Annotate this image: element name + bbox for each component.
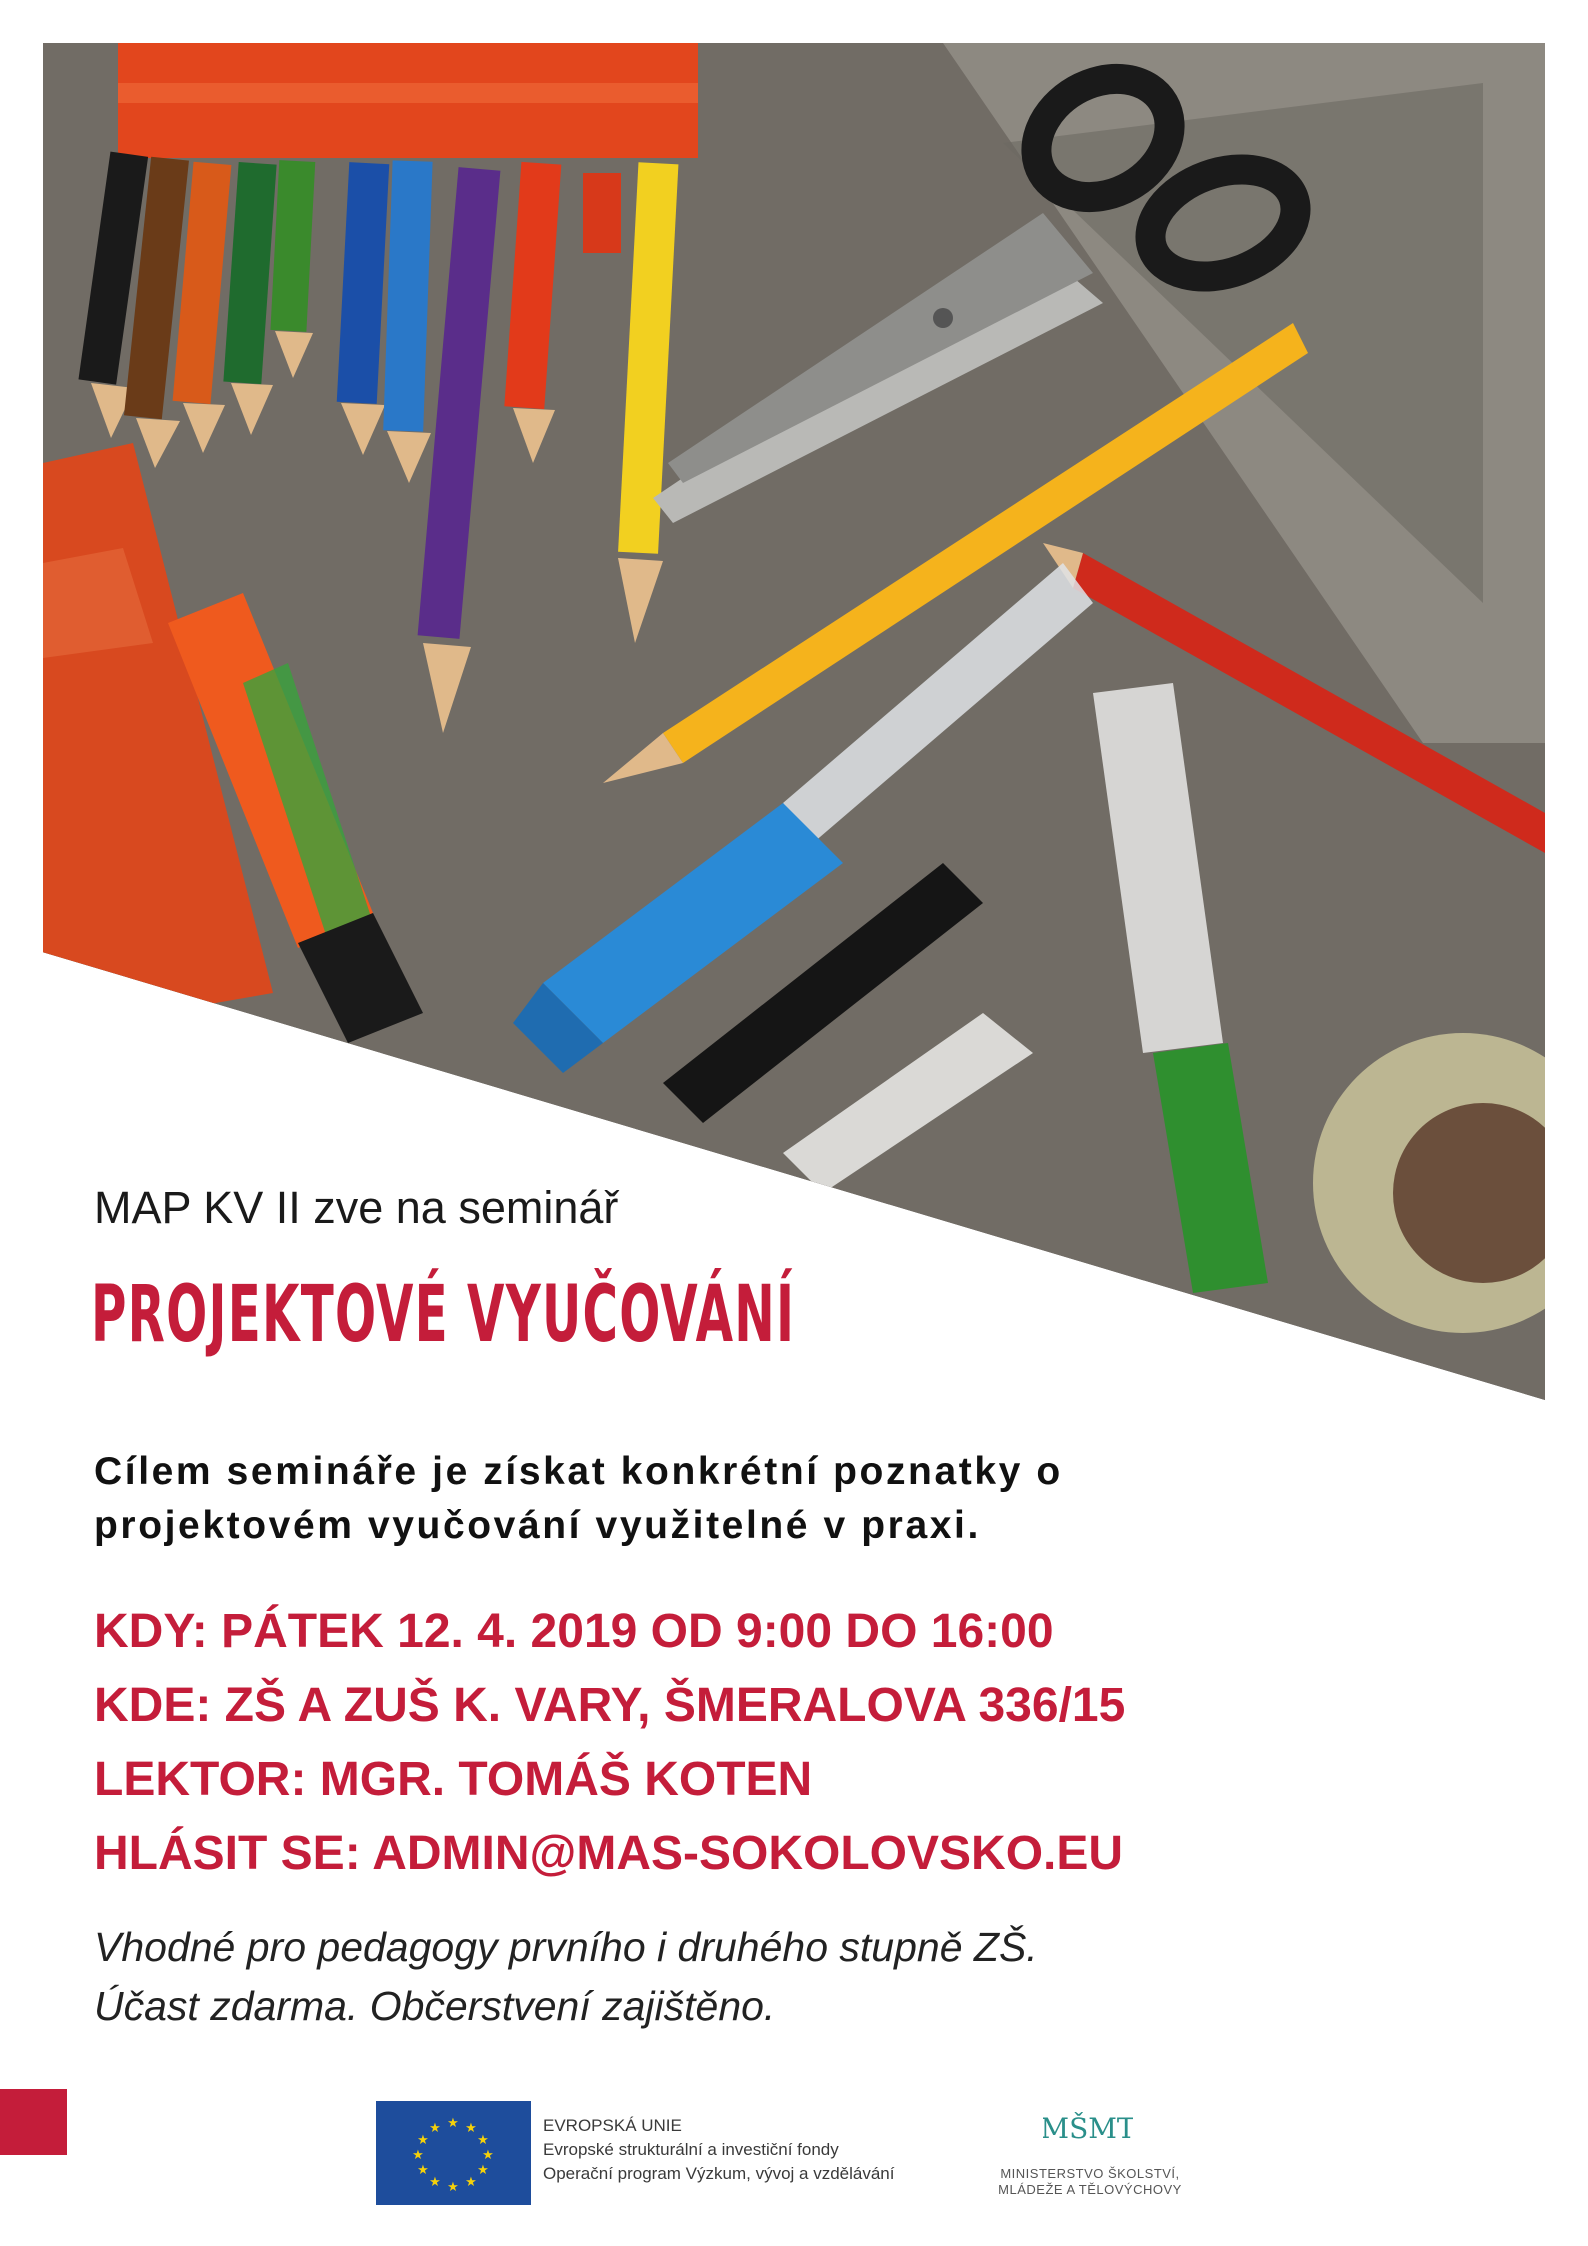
svg-text:★: ★ <box>429 2175 441 2190</box>
pencil-box-icon <box>118 43 698 158</box>
svg-text:★: ★ <box>477 2163 489 2178</box>
note-line: Vhodné pro pedagogy prvního i druhého stupně ZŠ. <box>94 1924 1038 1970</box>
note-paragraph <box>94 1918 1038 2036</box>
msmt-logo-icon <box>1043 2108 1133 2166</box>
svg-text:★: ★ <box>417 2133 429 2148</box>
lead-paragraph <box>94 1445 1414 1553</box>
eu-text-line: Operační program Výzkum, vývoj a vzdělávání <box>543 2164 895 2183</box>
svg-text:★: ★ <box>447 2116 459 2131</box>
intro-text: MAP KV II zve na seminář <box>94 1182 619 1233</box>
svg-text:★: ★ <box>465 2121 477 2136</box>
msmt-text-line: MLÁDEŽE A TĚLOVÝCHOVY <box>998 2182 1182 2197</box>
page-title: PROJEKTOVÉ VYUČOVÁNÍ <box>91 1270 796 1360</box>
svg-text:★: ★ <box>417 2163 429 2178</box>
eu-logo-text <box>543 2114 894 2186</box>
event-details <box>94 1595 1125 1891</box>
note-line: Účast zdarma. Občerstvení zajištěno. <box>94 1983 776 2029</box>
accent-square <box>0 2089 67 2155</box>
svg-text:★: ★ <box>482 2148 494 2163</box>
eu-text-line: EVROPSKÁ UNIE <box>543 2116 682 2135</box>
lead-line: projektovém vyučování využitelné v praxi. <box>94 1504 981 1547</box>
eu-flag-icon <box>376 2101 531 2205</box>
msmt-logo-text: MŠMT <box>1043 2112 1133 2145</box>
svg-text:★: ★ <box>429 2121 441 2136</box>
lead-line: Cílem semináře je získat konkrétní poznatky o <box>94 1450 1063 1493</box>
msmt-text-line: MINISTERSTVO ŠKOLSTVÍ, <box>1000 2166 1180 2181</box>
msmt-logo-text-block <box>990 2166 1190 2198</box>
svg-text:★: ★ <box>465 2175 477 2190</box>
svg-text:★: ★ <box>412 2148 424 2163</box>
detail-where: KDE: ZŠ A ZUŠ K. VARY, ŠMERALOVA 336/15 <box>94 1679 1126 1732</box>
eu-text-line: Evropské strukturální a investiční fondy <box>543 2140 839 2159</box>
detail-when: KDY: PÁTEK 12. 4. 2019 OD 9:00 DO 16:00 <box>94 1605 1054 1658</box>
detail-register: HLÁSIT SE: ADMIN@MAS-SOKOLOVSKO.EU <box>94 1827 1124 1880</box>
svg-text:★: ★ <box>447 2180 459 2195</box>
detail-lecturer: LEKTOR: MGR. TOMÁŠ KOTEN <box>94 1753 813 1806</box>
svg-text:★: ★ <box>477 2133 489 2148</box>
